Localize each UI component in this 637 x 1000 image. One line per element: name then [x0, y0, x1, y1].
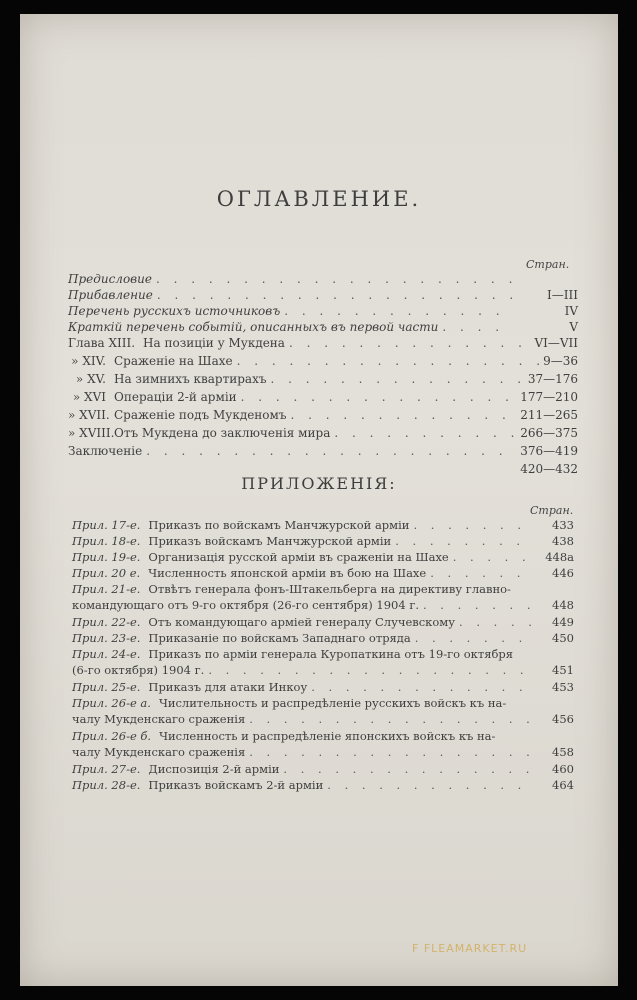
chapter-row: [68, 372, 578, 386]
appendix-continuation-text: (6-го октября) 1904 г.: [72, 663, 205, 677]
appendix-page: 433: [552, 518, 574, 532]
appendix-page: 460: [552, 762, 574, 776]
appendix-continuation-row: [72, 712, 574, 726]
appendix-row: [72, 566, 574, 580]
appendix-row: [72, 696, 574, 710]
toc-row: [68, 320, 578, 334]
watermark: F FLEAMARKET.RU: [412, 942, 528, 955]
toc-label: Прибавление: [68, 288, 153, 302]
dot-leader: [237, 354, 540, 368]
appendix-text: Отвѣтъ генерала фонъ-Штакельберга на директиву главно-: [148, 582, 511, 596]
appendix-row: [72, 550, 574, 564]
dot-leader: [146, 444, 516, 458]
appendix-row: [72, 534, 574, 548]
dot-leader: [291, 408, 517, 422]
appendix-number: Прил. 21-е.: [72, 582, 141, 596]
appendix-number: Прил. 19-е.: [72, 550, 141, 564]
appendix-number: Прил. 26-е а.: [72, 696, 151, 710]
chapter-number: » XIV.: [71, 354, 106, 368]
appendix-page: 453: [552, 680, 574, 694]
appendix-number: Прил. 18-е.: [72, 534, 141, 548]
appendix-row: [72, 778, 574, 792]
appendix-text: Приказъ войскамъ Манчжурской арміи: [148, 534, 392, 548]
chapter-number: » XVIII.: [68, 426, 115, 440]
dot-leader: [459, 615, 534, 629]
appendix-text: Приказъ по арміи генерала Куропаткина отъ 19-го октября: [148, 647, 514, 661]
appendix-page: 438: [552, 534, 574, 548]
chapter-number: Глава XIII.: [68, 336, 136, 350]
appendix-page: 458: [552, 745, 574, 759]
toc-row: [68, 304, 578, 318]
appendix-text: Организація русской арміи въ сраженіи на Шахе: [148, 550, 449, 564]
appendix-number: Прил. 28-е.: [72, 778, 141, 792]
appendix-row: [72, 762, 574, 776]
appendix-title: ПРИЛОЖЕНІЯ:: [241, 474, 397, 493]
appendix-page: 450: [552, 631, 574, 645]
appendix-page-header: Стран.: [530, 504, 574, 517]
dot-leader: [289, 336, 530, 350]
dot-leader: [157, 288, 514, 302]
chapter-label: Операціи 2-й арміи: [114, 390, 237, 404]
chapter-label: Сраженіе подъ Мукденомъ: [114, 408, 287, 422]
chapter-row: [68, 408, 578, 422]
appendix-row: [72, 631, 574, 645]
appendix-page: 449: [552, 615, 574, 629]
chapter-label: Отъ Мукдена до заключенія мира: [114, 426, 331, 440]
toc-row: [68, 288, 578, 302]
appendix-continuation-text: чалу Мукденскаго сраженія: [72, 712, 246, 726]
dot-leader: [311, 680, 534, 694]
appendix-continuation-row: [72, 745, 574, 759]
dot-leader: [156, 272, 514, 286]
chapter-page: VI—VII: [534, 336, 578, 350]
appendix-page: 464: [552, 778, 574, 792]
appendix-row: [72, 680, 574, 694]
chapter-row: [68, 336, 578, 350]
chapter-number: » XVII.: [68, 408, 110, 422]
appendix-page: 448: [552, 598, 574, 612]
appendix-number: Прил. 24-е.: [72, 647, 141, 661]
toc-label: Предисловие: [68, 272, 152, 286]
chapter-page: 420—432: [520, 462, 578, 476]
dot-leader: [334, 426, 516, 440]
appendix-text: Приказъ для атаки Инкоу: [148, 680, 308, 694]
appendix-number: Прил. 25-е.: [72, 680, 141, 694]
chapter-number: » XV.: [75, 372, 106, 386]
chapter-page: 177—210: [520, 390, 578, 404]
appendix-continuation-text: чалу Мукденскаго сраженія: [72, 745, 246, 759]
appendix-text: Приказъ войскамъ 2-й арміи: [148, 778, 324, 792]
toc-page: V: [569, 320, 578, 334]
dot-leader: [395, 534, 534, 548]
chapter-page: 211—265: [520, 408, 578, 422]
appendix-page: 446: [552, 566, 574, 580]
chapter-label: Заключеніе: [68, 444, 143, 458]
dot-leader: [249, 745, 534, 759]
chapter-page: 37—176: [527, 372, 578, 386]
appendix-text: Диспозиція 2-й арміи: [148, 762, 280, 776]
page-title: ОГЛАВЛЕНИЕ.: [216, 187, 422, 211]
toc-page-header: Стран.: [526, 258, 570, 271]
appendix-text: Численность японской арміи въ бою на Шахе: [148, 566, 427, 580]
appendix-number: Прил. 23-е.: [72, 631, 141, 645]
appendix-page: 456: [552, 712, 574, 726]
dot-leader: [415, 631, 534, 645]
chapter-row: [68, 354, 578, 368]
toc-page: I—III: [547, 288, 578, 302]
toc-page: IV: [564, 304, 578, 318]
dot-leader: [241, 390, 517, 404]
chapter-label: Сраженіе на Шахе: [114, 354, 233, 368]
toc-label: Перечень русскихъ источниковъ: [68, 304, 281, 318]
appendix-continuation-row: [72, 598, 574, 612]
toc-row: [68, 272, 578, 286]
appendix-continuation-text: командующаго отъ 9-го октября (26-го сентября) 1904 г.: [72, 598, 419, 612]
dot-leader: [284, 304, 514, 318]
appendix-row: [72, 615, 574, 629]
appendix-number: Прил. 26-е б.: [72, 729, 152, 743]
dot-leader: [442, 320, 514, 334]
appendix-text: Численность и распредѣленіе японскихъ войскъ къ на-: [159, 729, 496, 743]
dot-leader: [208, 663, 534, 677]
appendix-continuation-row: [72, 663, 574, 677]
appendix-row: [72, 582, 574, 596]
appendix-row: [72, 647, 574, 661]
chapter-row: [68, 426, 578, 440]
appendix-number: Прил. 20 е.: [72, 566, 141, 580]
toc-label: Краткій перечень событій, описанныхъ въ первой части: [68, 320, 439, 334]
appendix-page: 448a: [545, 550, 574, 564]
appendix-text: Приказаніе по войскамъ Западнаго отряда: [148, 631, 411, 645]
appendix-row: [72, 518, 574, 532]
appendix-number: Прил. 22-е.: [72, 615, 141, 629]
chapter-row: [68, 444, 578, 458]
chapter-page: 376—419: [520, 444, 578, 458]
dot-leader: [271, 372, 524, 386]
appendix-text: Приказъ по войскамъ Манчжурской арміи: [148, 518, 410, 532]
appendix-number: Прил. 17-е.: [72, 518, 141, 532]
chapter-label: На позиціи у Мукдена: [143, 336, 285, 350]
dot-leader: [283, 762, 534, 776]
chapter-number: » XVI: [72, 390, 106, 404]
appendix-number: Прил. 27-е.: [72, 762, 141, 776]
chapter-label: На зимнихъ квартирахъ: [114, 372, 267, 386]
appendix-text: Числительность и распредѣленіе русскихъ войскъ къ на-: [158, 696, 507, 710]
appendix-text: Отъ командующаго арміей генералу Случевскому: [148, 615, 456, 629]
appendix-row: [72, 729, 574, 743]
appendix-page: 451: [552, 663, 574, 677]
dot-leader: [327, 778, 534, 792]
dot-leader: [423, 598, 534, 612]
chapter-page: 266—375: [520, 426, 578, 440]
dot-leader: [453, 550, 534, 564]
chapter-row: [68, 390, 578, 404]
dot-leader: [249, 712, 534, 726]
chapter-page: 9—36: [543, 354, 578, 368]
book-page: [20, 14, 618, 986]
dot-leader: [430, 566, 534, 580]
dot-leader: [413, 518, 534, 532]
